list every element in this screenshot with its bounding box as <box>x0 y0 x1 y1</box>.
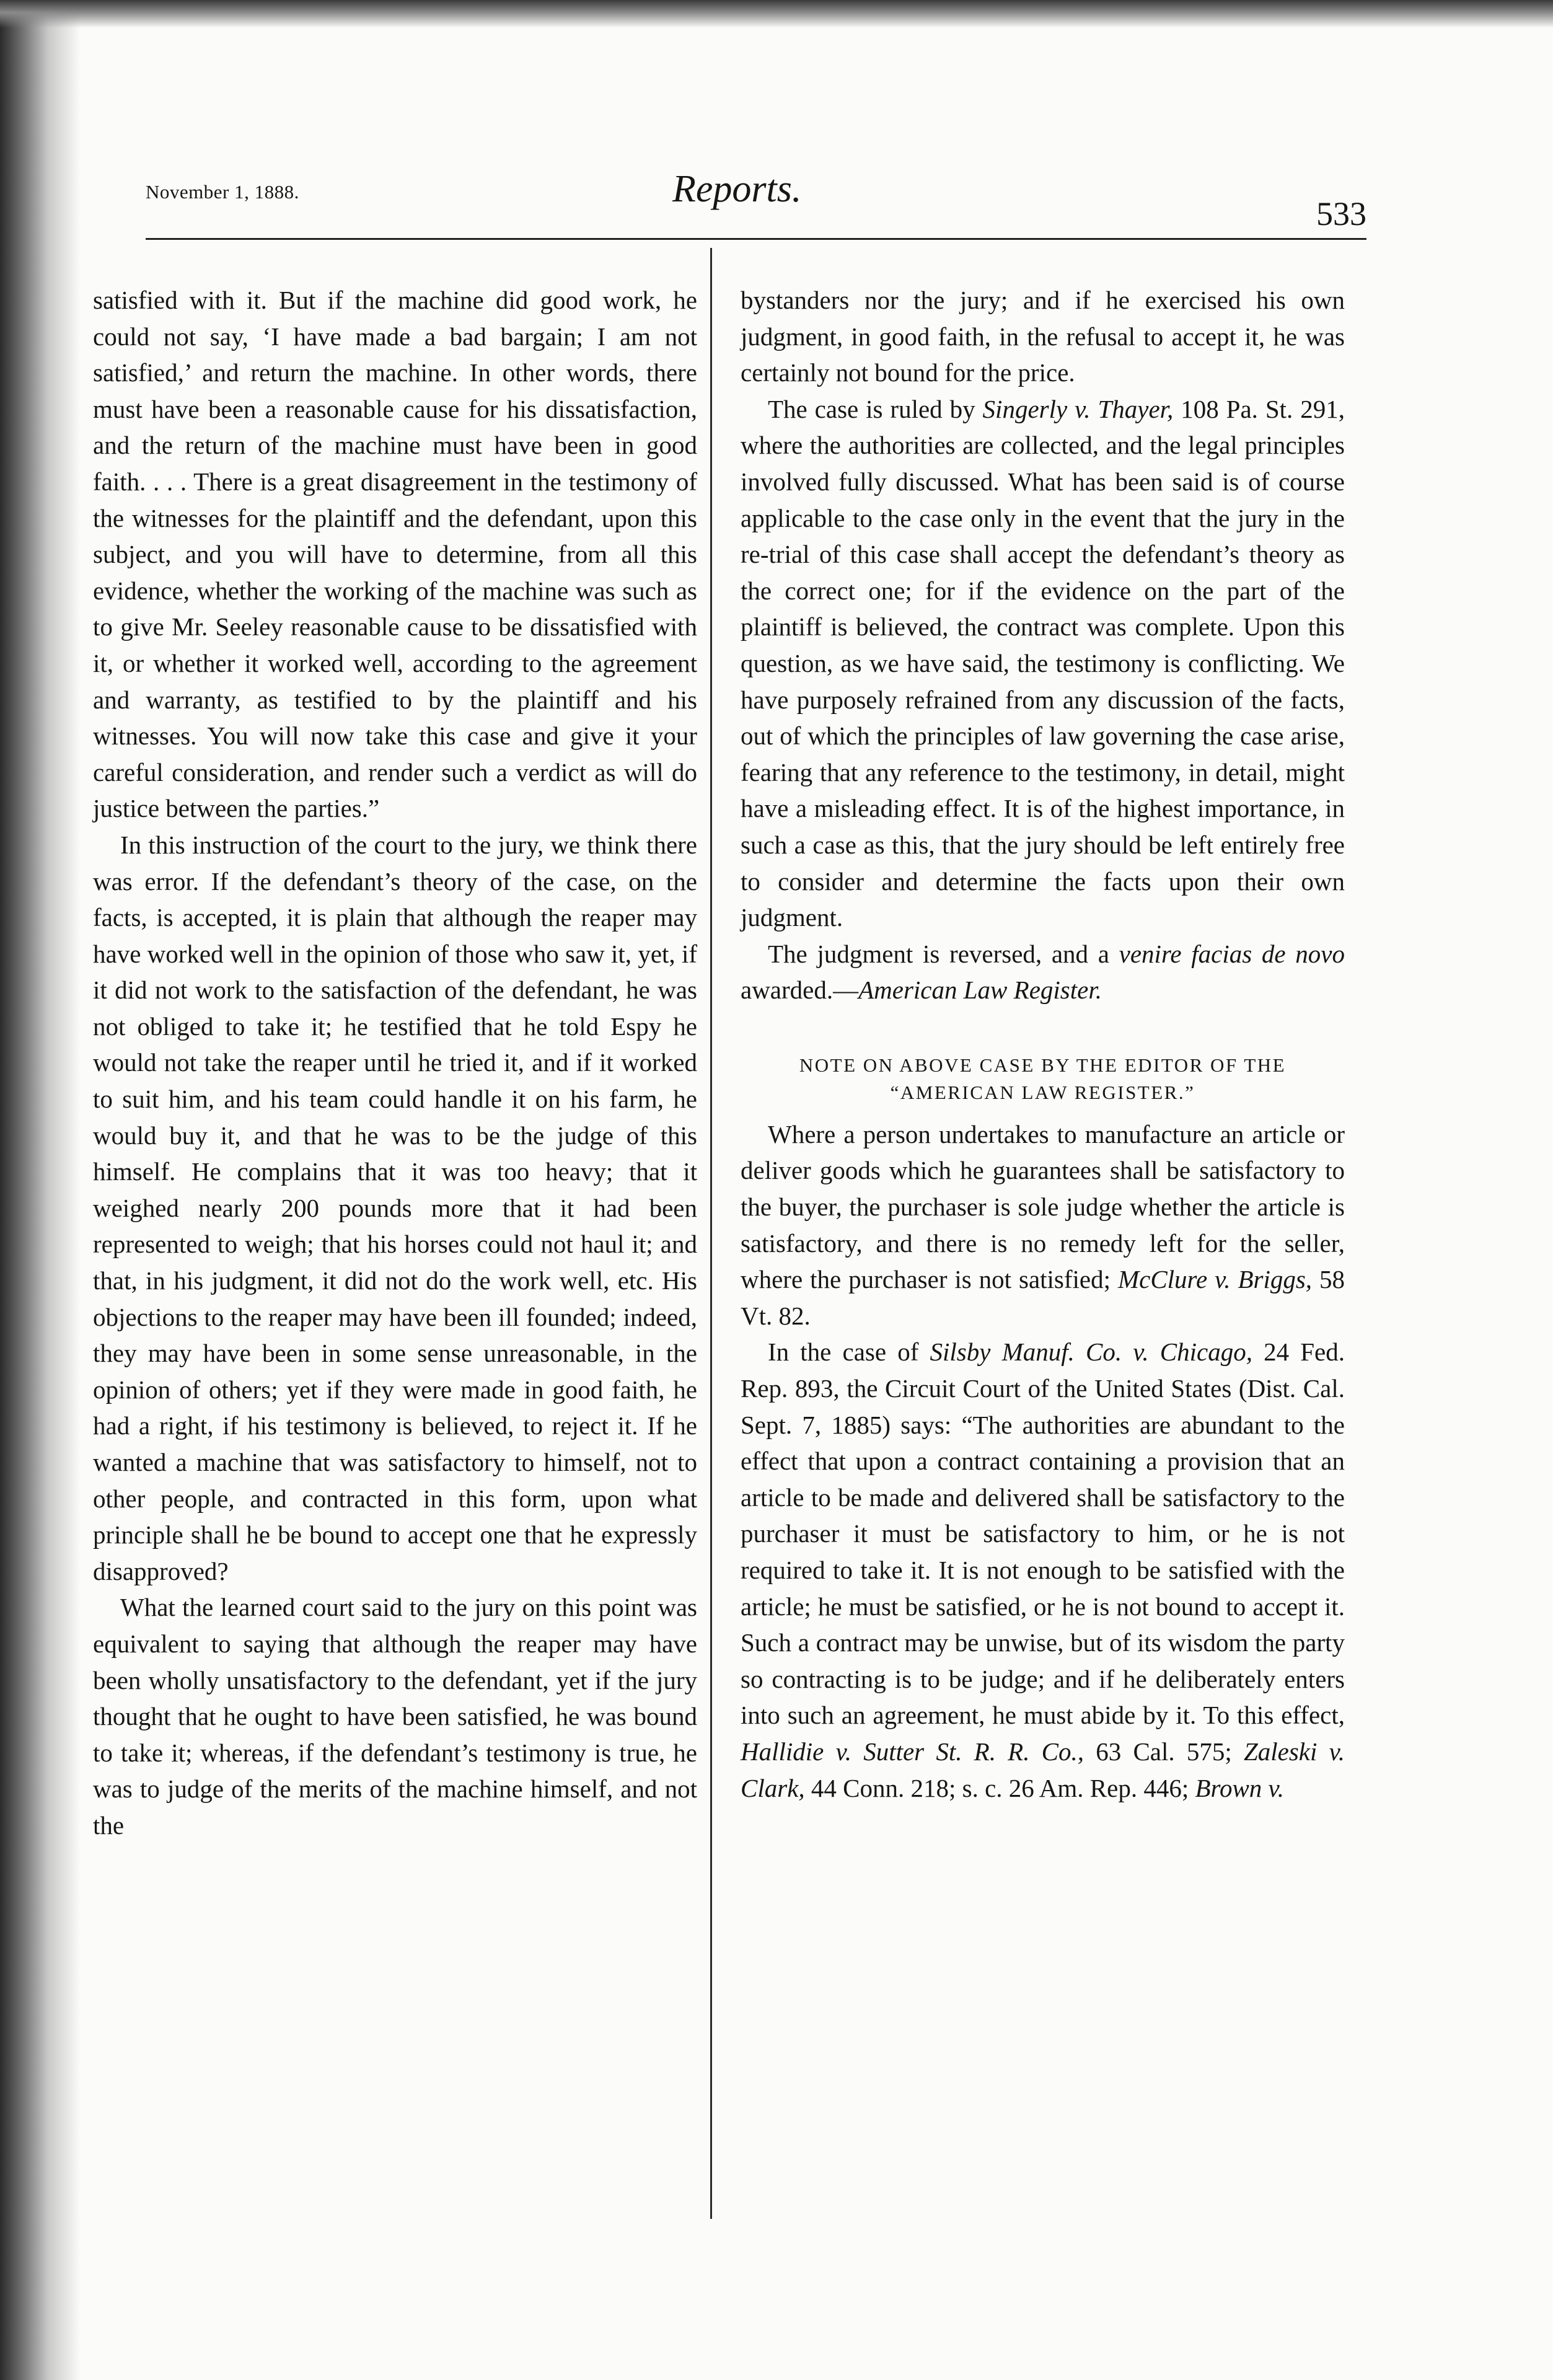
scan-shadow-left <box>0 0 81 2380</box>
paragraph: satisfied with it. But if the machine did good work, he could not say, ‘I have made a bad bargain; I am not satisfied,’ and return the machine. In other words, there must have been a reasonable cause for his dissatisfaction, and the return of the machine must have been in good faith. . . . There is a great disagreement in the testimony of the witnesses for the plaintiff and the defendant, upon this subject, and you will have to determine, from all this evidence, whether the working of the machine was such as to give Mr. Seeley reasonable cause to be dissatisfied with it, or whether it worked well, according to the agreement and warranty, as testified to by the plaintiff and his witnesses. You will now take this case and give it your careful consideration, and render such a verdict as will do justice between the parties.” <box>93 286 697 823</box>
case-citation: Zaleski v. Clark, <box>741 1737 1345 1802</box>
paragraph: What the learned court said to the jury on this point was equivalent to saying that although the reaper may have been wholly unsatisfactory to the defendant, yet if the jury thought that he ought to have been satisfied, he was bound to take it; whereas, if the defendant’s testimony is true, he was to judge of the merits of the machine himself, and not the <box>93 1593 697 1840</box>
latin-phrase: venire facias de novo <box>1119 939 1345 968</box>
scan-shadow-top <box>0 0 1553 28</box>
paragraph: In this instruction of the court to the jury, we think there was error. If the defendant’s theory of the case, on the facts, is accepted, it is plain that although the reaper may have worked well in the opinion of those who saw it, yet, if it did not work to the satisfaction of the defendant, he was not obliged to take it; he testified that he told Espy he would not take the reaper until he tried it, and if it worked to suit him, and his team could handle it on his farm, he would buy it, and that he was to be the judge of this himself. He complains that it was too heavy; that it weighed nearly 200 pounds more that it had been represented to weigh; that his horses could not haul it; and that, in his judgment, it did not do the work well, etc. His objections to the reaper may have been ill founded; indeed, they may have been in some sense unreasonable, in the opinion of others; yet if they were made in good faith, he had a right, if his testimony is believed, to reject it. If he wanted a machine that was satisfactory to himself, not to other people, and contracted in this form, upon what principle shall he be bound to accept one that he expressly disapproved? <box>93 830 697 1585</box>
case-citation: Silsby Manuf. Co. v. Chicago, <box>930 1338 1252 1367</box>
text-run: awarded.— <box>741 976 859 1005</box>
text-run: The judgment is reversed, and a <box>768 939 1119 968</box>
note-heading: NOTE ON ABOVE CASE BY THE EDITOR OF THE “AMERICAN LAW REGISTER.” <box>799 1054 1287 1103</box>
text-run: 24 Fed. Rep. 893, the Circuit Court of the United States (Dist. Cal. Sept. 7, 1885) says: “The authorities are abundant to the effect that upon a contract containing a provision that an article to be made and delivered shall be satisfactory to the purchaser it must be satisfactory to him, or he is not required to take it. It is not enough to be satisfied with the article; he must be satisfied, or he is not bound to accept it. Such a contract may be unwise, but of its wisdom the party so contracting is to be judge; and if he deliberately enters into such an agreement, he must abide by it. To this effect, <box>741 1338 1345 1730</box>
right-column <box>741 282 1345 1806</box>
running-header <box>146 167 1366 236</box>
section-title: Reports. <box>672 168 802 210</box>
source-citation: American Law Register. <box>858 976 1102 1005</box>
paragraph <box>741 391 1345 936</box>
paragraph <box>741 936 1345 1008</box>
text-run: 58 Vt. 82. <box>741 1265 1345 1330</box>
text-run: 44 Conn. 218; s. c. 26 Am. Rep. 446; <box>804 1773 1195 1802</box>
text-run: 108 Pa. St. 291, where the authorities are collected, and the legal principles involved fully discussed. What has been said is of course applicable to the case only in the event that the jury in the re-trial of this case shall accept the defendant’s theory as the correct one; for if the evidence on the part of the plaintiff is believed, the contract was complete. Upon this question, as we have said, the testimony is conflicting. We have purposely refrained from any discussion of the facts, out of which the principles of law governing the case arise, fearing that any reference to the testimony, in detail, might have a misleading effect. It is of the highest importance, in such a case as this, that the jury should be left entirely free to consider and determine the facts upon their own judgment. <box>741 394 1345 932</box>
case-citation: McClure v. Briggs, <box>1117 1265 1313 1294</box>
page-number: 533 <box>1316 195 1366 232</box>
column-divider <box>710 248 712 2219</box>
left-column <box>93 282 697 1844</box>
paragraph: bystanders nor the jury; and if he exercised his own judgment, in good faith, in the refusal to accept it, he was certainly not bound for the price. <box>741 286 1345 387</box>
text-run: The case is ruled by <box>768 394 983 423</box>
paragraph <box>741 1334 1345 1806</box>
text-run: Where a person undertakes to manufacture an article or deliver goods which he guarantees shall be satisfactory to the buyer, the purchaser is sole judge whether the article is satisfactory, and there is no remedy left for the seller, where the purchaser is not satisfied; <box>741 1119 1345 1294</box>
paragraph <box>741 1116 1345 1334</box>
text-run: 63 Cal. 575; <box>1084 1737 1244 1766</box>
case-citation: Singerly v. Thayer, <box>982 394 1174 423</box>
header-rule <box>146 238 1366 240</box>
text-run: In the case of <box>768 1338 930 1367</box>
issue-date: November 1, 1888. <box>146 181 299 203</box>
case-citation: Brown v. <box>1195 1773 1284 1802</box>
case-citation: Hallidie v. Sutter St. R. R. Co., <box>741 1737 1084 1766</box>
